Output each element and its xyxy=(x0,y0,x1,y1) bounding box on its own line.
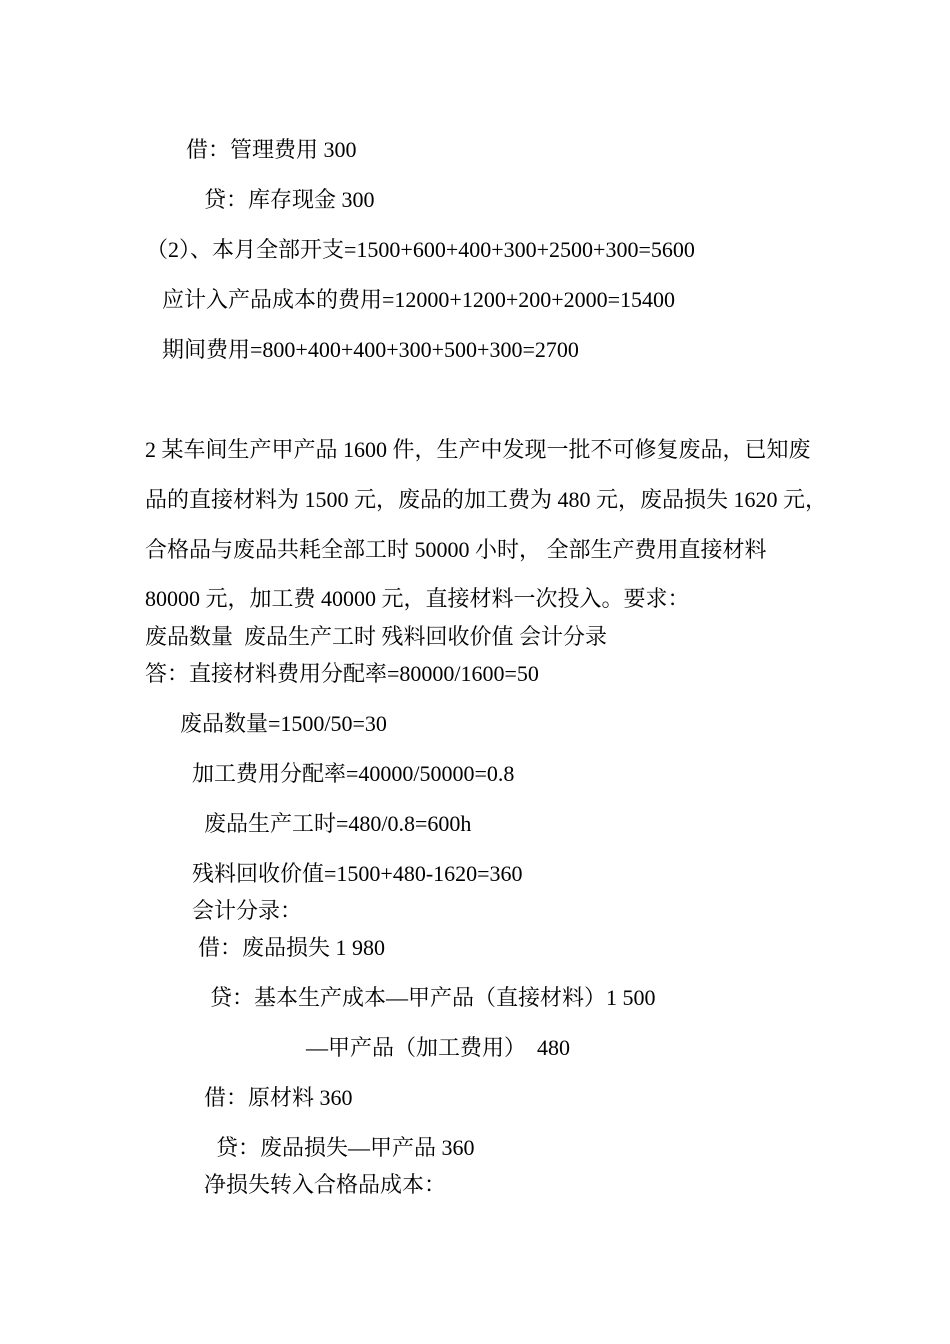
period-expense-line: 期间费用=800+400+400+300+500+300=2700 xyxy=(162,337,579,362)
journal-credit-processing-cost: —甲产品（加工费用） 480 xyxy=(306,1035,571,1060)
question-text-line-1: 2 某车间生产甲产品 1600 件，生产中发现一批不可修复废品，已知废 xyxy=(145,437,811,462)
question-requirements: 废品数量 废品生产工时 残料回收价值 会计分录 xyxy=(145,624,608,649)
total-expenditure-line: （2）、本月全部开支=1500+600+400+300+2500+300=5600 xyxy=(146,237,695,262)
question-text-line-2: 品的直接材料为 1500 元，废品的加工费为 480 元，废品损失 1620 元， xyxy=(145,487,828,512)
journal-debit-raw-material: 借：原材料 360 xyxy=(204,1085,353,1110)
journal-credit-scrap-loss: 贷：废品损失—甲产品 360 xyxy=(216,1135,475,1160)
answer-scrap-hours: 废品生产工时=480/0.8=600h xyxy=(204,811,472,836)
net-loss-transfer-line: 净损失转入合格品成本： xyxy=(204,1172,447,1197)
journal-credit-cash: 贷：库存现金 300 xyxy=(204,187,375,212)
question-text-line-3: 合格品与废品共耗全部工时 50000 小时， 全部生产费用直接材料 xyxy=(145,537,767,562)
answer-material-rate: 答：直接材料费用分配率=80000/1600=50 xyxy=(145,661,539,686)
product-cost-line: 应计入产品成本的费用=12000+1200+200+2000=15400 xyxy=(162,287,676,312)
answer-scrap-quantity: 废品数量=1500/50=30 xyxy=(180,711,387,736)
journal-debit-scrap-loss: 借：废品损失 1 980 xyxy=(198,935,386,960)
journal-credit-direct-material: 贷：基本生产成本—甲产品（直接材料）1 500 xyxy=(210,985,656,1010)
answer-residual-value: 残料回收价值=1500+480-1620=360 xyxy=(192,861,523,886)
question-text-line-4: 80000 元，加工费 40000 元，直接材料一次投入。要求： xyxy=(145,586,690,611)
journal-debit-admin-expense: 借：管理费用 300 xyxy=(186,137,357,162)
journal-heading: 会计分录： xyxy=(192,898,303,923)
answer-processing-rate: 加工费用分配率=40000/50000=0.8 xyxy=(192,761,515,786)
